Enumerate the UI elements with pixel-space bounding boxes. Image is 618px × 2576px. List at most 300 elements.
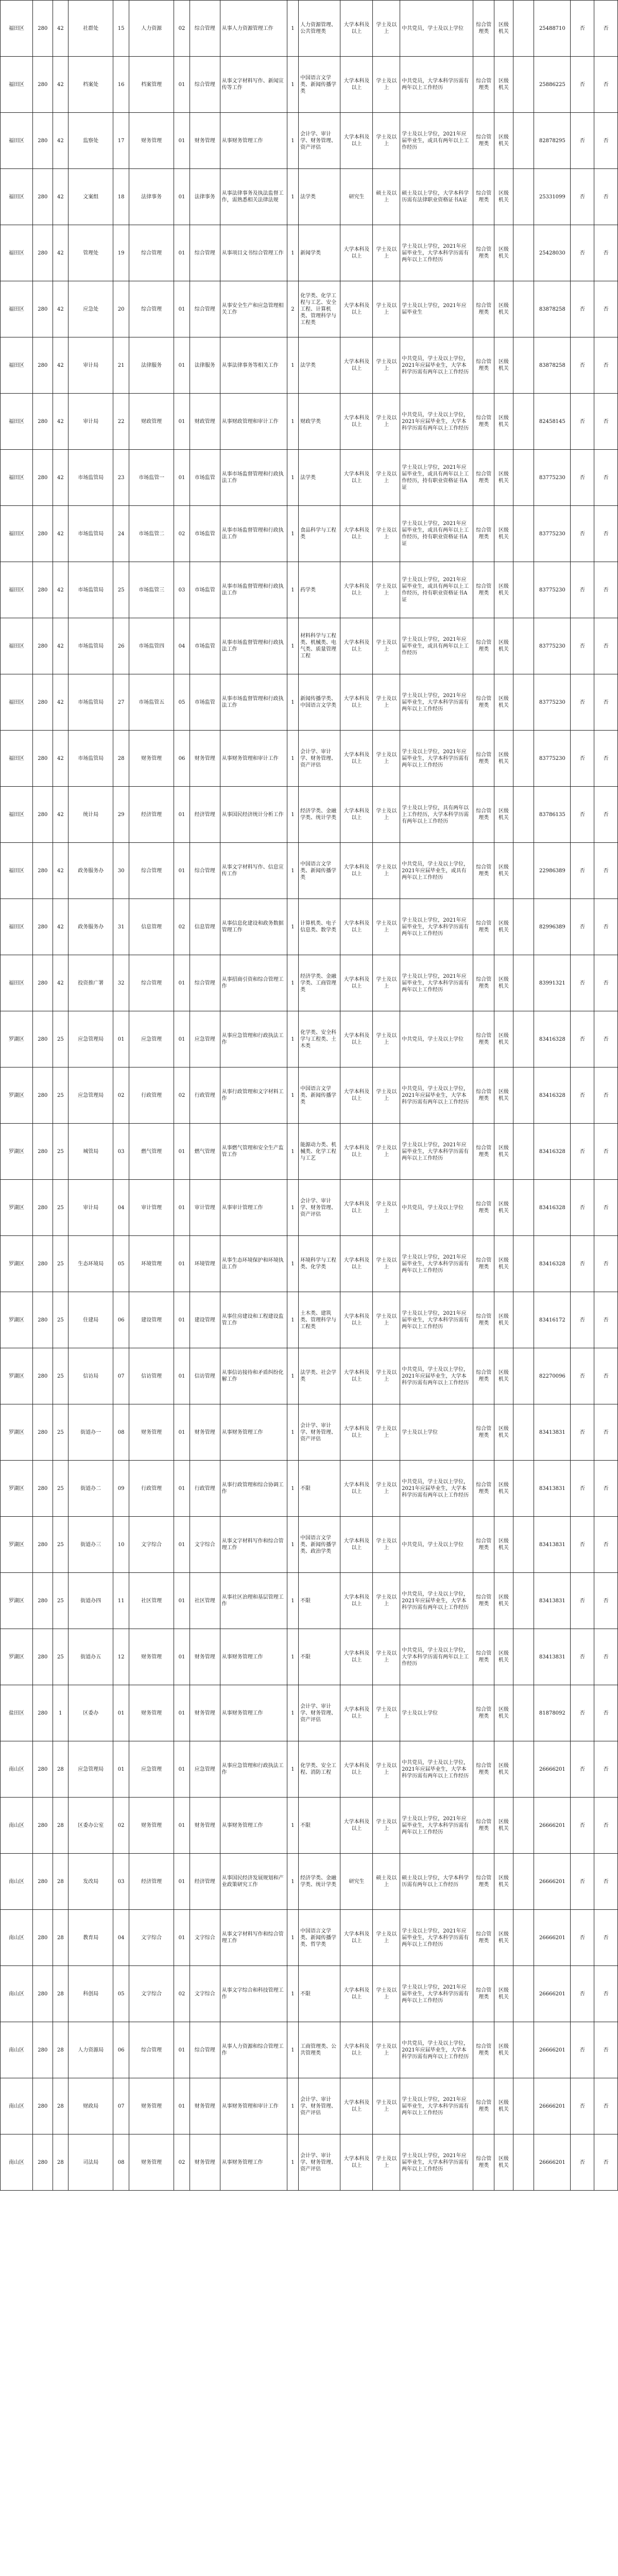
cell-n1: 否: [571, 1348, 594, 1404]
cell-code4: 02: [174, 1067, 190, 1124]
cell-unit_name: 财务管理: [129, 1629, 174, 1685]
cell-other: 中共党员，学士及以上学位，2021年应届毕业生，大学本科学历需有两年以上工作经历: [400, 2022, 473, 2078]
cell-count: 1: [287, 1854, 298, 1910]
cell-unit: 城管局: [68, 1124, 113, 1180]
cell-phone: 83775230: [534, 562, 571, 618]
cell-other: 学士及以上学位，2021年应届毕业生: [400, 281, 473, 337]
cell-duty: 从事行政管理和文字材料工作: [220, 1067, 287, 1124]
cell-major: 财政学类: [299, 394, 340, 450]
cell-major: 不限: [299, 1798, 340, 1854]
cell-unit: 审计局: [68, 394, 113, 450]
cell-code3: 01: [113, 1741, 129, 1798]
cell-code1: 280: [32, 1011, 53, 1067]
cell-major: 中国语言文学类、新闻传播学类、哲学类: [299, 1910, 340, 1966]
cell-code4: 02: [174, 1966, 190, 2022]
cell-phone: 25488710: [534, 1, 571, 57]
table-row: [1, 1404, 618, 1461]
cell-district: 福田区: [1, 1, 33, 57]
cell-position: 社区管理: [190, 1573, 220, 1629]
cell-count: 1: [287, 1798, 298, 1854]
cell-unit_name: 市场监管五: [129, 674, 174, 731]
cell-code1: 280: [32, 1741, 53, 1798]
cell-unit_name: 行政管理: [129, 1067, 174, 1124]
cell-code3: 23: [113, 450, 129, 506]
cell-degree: 硕士及以上: [373, 169, 400, 225]
cell-major: 会计学、审计学、财务管理、资产评估: [299, 1404, 340, 1461]
table-row: [1, 506, 618, 562]
cell-district: 福田区: [1, 113, 33, 169]
cell-code2: 1: [53, 1685, 68, 1741]
cell-category: 综合管理类: [473, 674, 494, 731]
cell-code1: 280: [32, 1966, 53, 2022]
cell-count: 1: [287, 1180, 298, 1236]
cell-n2: 否: [594, 225, 618, 281]
cell-unit_name: 法律服务: [129, 337, 174, 394]
cell-major: 会计学、审计学、财务管理、资产评估: [299, 113, 340, 169]
cell-count: 1: [287, 1348, 298, 1404]
cell-count: 1: [287, 2134, 298, 2191]
cell-district: 罗湖区: [1, 1180, 33, 1236]
cell-remark: [513, 225, 534, 281]
cell-code3: 11: [113, 1573, 129, 1629]
table-row: [1, 1517, 618, 1573]
cell-district: 罗湖区: [1, 1517, 33, 1573]
cell-contact: 区级机关: [494, 674, 513, 731]
cell-code4: 02: [174, 2134, 190, 2191]
cell-district: 福田区: [1, 337, 33, 394]
cell-n1: 否: [571, 1629, 594, 1685]
cell-n1: 否: [571, 2022, 594, 2078]
cell-phone: 83413831: [534, 1573, 571, 1629]
cell-education: 大学本科及以上: [340, 1966, 373, 2022]
cell-count: 1: [287, 337, 298, 394]
cell-district: 罗湖区: [1, 1236, 33, 1292]
cell-phone: 83775230: [534, 506, 571, 562]
cell-unit: 投资推广署: [68, 955, 113, 1011]
cell-count: 1: [287, 1404, 298, 1461]
cell-code1: 280: [32, 450, 53, 506]
cell-code3: 25: [113, 562, 129, 618]
cell-code4: 01: [174, 2022, 190, 2078]
cell-district: 南山区: [1, 2078, 33, 2134]
cell-other: 学士及以上学位: [400, 1404, 473, 1461]
cell-duty: 从事社区治理和基层管理工作: [220, 1573, 287, 1629]
cell-duty: 从事财务管理和审计工作: [220, 731, 287, 787]
cell-contact: 区级机关: [494, 1461, 513, 1517]
cell-category: 综合管理类: [473, 57, 494, 113]
cell-remark: [513, 57, 534, 113]
table-row: [1, 1910, 618, 1966]
cell-code2: 25: [53, 1124, 68, 1180]
cell-code2: 42: [53, 169, 68, 225]
cell-code4: 01: [174, 450, 190, 506]
cell-contact: 区级机关: [494, 787, 513, 843]
cell-major: 土木类、建筑类、管理科学与工程类: [299, 1292, 340, 1348]
cell-remark: [513, 1067, 534, 1124]
cell-code4: 06: [174, 731, 190, 787]
cell-duty: 从事应急管理和行政执法工作: [220, 1011, 287, 1067]
cell-code1: 280: [32, 1798, 53, 1854]
cell-duty: 从事财务管理工作: [220, 1404, 287, 1461]
cell-remark: [513, 1011, 534, 1067]
cell-code2: 42: [53, 394, 68, 450]
cell-position: 市场监管: [190, 450, 220, 506]
cell-education: 大学本科及以上: [340, 1, 373, 57]
cell-category: 综合管理类: [473, 1067, 494, 1124]
cell-other: 学士及以上学位，2021年应届毕业生，大学本科学历需有两年以上工作经历: [400, 2134, 473, 2191]
cell-code4: 01: [174, 1573, 190, 1629]
table-row: [1, 955, 618, 1011]
cell-district: 福田区: [1, 169, 33, 225]
cell-major: 会计学、审计学、财务管理、资产评估: [299, 2078, 340, 2134]
cell-contact: 区级机关: [494, 1348, 513, 1404]
cell-code1: 280: [32, 169, 53, 225]
cell-remark: [513, 1236, 534, 1292]
cell-duty: 从事应急管理和行政执法工作: [220, 1741, 287, 1798]
cell-unit: 街道办四: [68, 1573, 113, 1629]
cell-code3: 05: [113, 1966, 129, 2022]
cell-code4: 01: [174, 225, 190, 281]
cell-unit_name: 市场监管二: [129, 506, 174, 562]
cell-phone: 83775230: [534, 674, 571, 731]
cell-n1: 否: [571, 1741, 594, 1798]
cell-phone: 83786135: [534, 787, 571, 843]
cell-n2: 否: [594, 1461, 618, 1517]
cell-count: 1: [287, 1629, 298, 1685]
cell-unit_name: 社区管理: [129, 1573, 174, 1629]
cell-contact: 区级机关: [494, 1685, 513, 1741]
cell-n2: 否: [594, 787, 618, 843]
cell-other: 学士及以上学位，具有两年以上工作经历，大学本科学历需有两年以上工作经历: [400, 787, 473, 843]
cell-code2: 25: [53, 1404, 68, 1461]
cell-duty: 从事市场监督管理和行政执法工作: [220, 506, 287, 562]
cell-category: 综合管理类: [473, 225, 494, 281]
cell-remark: [513, 281, 534, 337]
cell-unit_name: 市场监管四: [129, 618, 174, 674]
cell-code1: 280: [32, 1910, 53, 1966]
cell-phone: 26666201: [534, 2078, 571, 2134]
cell-contact: 区级机关: [494, 506, 513, 562]
cell-n2: 否: [594, 1067, 618, 1124]
cell-count: 1: [287, 1966, 298, 2022]
cell-unit_name: 财务管理: [129, 2134, 174, 2191]
cell-contact: 区级机关: [494, 1404, 513, 1461]
cell-degree: 学士及以上: [373, 618, 400, 674]
cell-other: 学士及以上学位，2021年应届毕业生，大学本科学历需有两年以上工作经历: [400, 1966, 473, 2022]
cell-remark: [513, 1, 534, 57]
cell-major: 不限: [299, 1629, 340, 1685]
cell-degree: 学士及以上: [373, 394, 400, 450]
table-row: [1, 1011, 618, 1067]
cell-remark: [513, 1910, 534, 1966]
cell-code3: 30: [113, 843, 129, 899]
cell-code3: 24: [113, 506, 129, 562]
cell-remark: [513, 1461, 534, 1517]
table-row: [1, 1741, 618, 1798]
cell-major: 化学类、安全科学与工程类、土木类: [299, 1011, 340, 1067]
cell-code4: 01: [174, 1292, 190, 1348]
cell-degree: 学士及以上: [373, 1348, 400, 1404]
cell-other: 中共党员，学士及以上学位，大学本科学历需有两年以上工作经历: [400, 1629, 473, 1685]
table-row: [1, 2078, 618, 2134]
cell-code3: 06: [113, 2022, 129, 2078]
cell-position: 财务管理: [190, 1685, 220, 1741]
cell-contact: 区级机关: [494, 113, 513, 169]
cell-code2: 25: [53, 1517, 68, 1573]
cell-category: 综合管理类: [473, 113, 494, 169]
cell-count: 1: [287, 225, 298, 281]
cell-position: 市场监管: [190, 674, 220, 731]
cell-degree: 学士及以上: [373, 1011, 400, 1067]
cell-duty: 从事财务管理工作: [220, 2134, 287, 2191]
cell-code1: 280: [32, 281, 53, 337]
cell-contact: 区级机关: [494, 450, 513, 506]
table-row: [1, 57, 618, 113]
cell-n1: 否: [571, 1910, 594, 1966]
cell-code1: 280: [32, 2134, 53, 2191]
cell-other: 学士及以上学位，2021年应届毕业生，大学本科学历需有两年以上工作经历: [400, 1236, 473, 1292]
cell-position: 财务管理: [190, 1629, 220, 1685]
cell-remark: [513, 506, 534, 562]
cell-n2: 否: [594, 2022, 618, 2078]
cell-position: 经济管理: [190, 1854, 220, 1910]
cell-code2: 42: [53, 281, 68, 337]
cell-position: 文字综合: [190, 1910, 220, 1966]
cell-code4: 01: [174, 2078, 190, 2134]
cell-unit_name: 财务管理: [129, 1404, 174, 1461]
cell-category: 综合管理类: [473, 1629, 494, 1685]
cell-major: 药学类: [299, 562, 340, 618]
cell-code4: 02: [174, 899, 190, 955]
cell-remark: [513, 674, 534, 731]
cell-duty: 从事行政管理和综合协调工作: [220, 1461, 287, 1517]
cell-district: 福田区: [1, 955, 33, 1011]
cell-n2: 否: [594, 113, 618, 169]
cell-education: 大学本科及以上: [340, 506, 373, 562]
cell-position: 文字综合: [190, 1966, 220, 2022]
cell-position: 文字综合: [190, 1517, 220, 1573]
cell-code4: 01: [174, 1741, 190, 1798]
cell-code1: 280: [32, 1404, 53, 1461]
cell-education: 大学本科及以上: [340, 1910, 373, 1966]
cell-duty: 从事国民经济统计分析工作: [220, 787, 287, 843]
cell-contact: 区级机关: [494, 1292, 513, 1348]
cell-unit_name: 综合管理: [129, 2022, 174, 2078]
cell-degree: 学士及以上: [373, 450, 400, 506]
cell-code3: 07: [113, 2078, 129, 2134]
cell-unit: 应急管理局: [68, 1011, 113, 1067]
cell-district: 罗湖区: [1, 1292, 33, 1348]
cell-other: 学士及以上学位: [400, 1685, 473, 1741]
cell-district: 罗湖区: [1, 1629, 33, 1685]
cell-code3: 12: [113, 1629, 129, 1685]
cell-unit: 社群处: [68, 1, 113, 57]
cell-count: 1: [287, 1067, 298, 1124]
cell-code3: 19: [113, 225, 129, 281]
cell-n2: 否: [594, 2078, 618, 2134]
cell-degree: 学士及以上: [373, 1292, 400, 1348]
cell-code3: 21: [113, 337, 129, 394]
table-row: [1, 1573, 618, 1629]
cell-remark: [513, 1292, 534, 1348]
cell-other: 学士及以上学位，2021年应届毕业生，大学本科学历需有两年以上工作经历: [400, 225, 473, 281]
cell-position: 经济管理: [190, 787, 220, 843]
cell-count: 1: [287, 169, 298, 225]
cell-degree: 学士及以上: [373, 1798, 400, 1854]
cell-duty: 从事招商引资和综合管理工作: [220, 955, 287, 1011]
cell-major: 环境科学与工程类、化学类: [299, 1236, 340, 1292]
cell-degree: 学士及以上: [373, 674, 400, 731]
cell-major: 经济学类、金融学类、统计学类: [299, 787, 340, 843]
cell-code4: 01: [174, 113, 190, 169]
table-row: [1, 2022, 618, 2078]
cell-n1: 否: [571, 1292, 594, 1348]
cell-other: 中共党员，学士及以上学位，2021年应届毕业生，大学本科学历需有两年以上工作经历: [400, 1741, 473, 1798]
cell-phone: 83416328: [534, 1124, 571, 1180]
table-row: [1, 1236, 618, 1292]
cell-code1: 280: [32, 1573, 53, 1629]
cell-education: 大学本科及以上: [340, 1629, 373, 1685]
table-row: [1, 337, 618, 394]
cell-code2: 42: [53, 674, 68, 731]
cell-education: 大学本科及以上: [340, 1067, 373, 1124]
cell-degree: 学士及以上: [373, 1966, 400, 2022]
cell-other: 中共党员，学士及以上学位，2021年应届毕业生，或具有两年以上工作经历: [400, 843, 473, 899]
cell-major: 新闻传播学类、中国语言文学类: [299, 674, 340, 731]
cell-count: 1: [287, 1011, 298, 1067]
cell-contact: 区级机关: [494, 955, 513, 1011]
cell-position: 审计管理: [190, 1180, 220, 1236]
cell-n2: 否: [594, 843, 618, 899]
table-row: [1, 394, 618, 450]
cell-duty: 从事生态环境保护和环境执法工作: [220, 1236, 287, 1292]
cell-code2: 28: [53, 2134, 68, 2191]
cell-phone: 22986389: [534, 843, 571, 899]
table-row: [1, 787, 618, 843]
cell-major: 不限: [299, 1573, 340, 1629]
cell-remark: [513, 1348, 534, 1404]
cell-code1: 280: [32, 674, 53, 731]
cell-major: 经济学类、金融学类、统计学类: [299, 1854, 340, 1910]
cell-contact: 区级机关: [494, 1854, 513, 1910]
cell-code3: 07: [113, 1348, 129, 1404]
cell-other: 学士及以上学位，2021年应届毕业生，大学本科学历需有两年以上工作经历: [400, 1798, 473, 1854]
cell-phone: 83991321: [534, 955, 571, 1011]
cell-contact: 区级机关: [494, 57, 513, 113]
cell-category: 综合管理类: [473, 1741, 494, 1798]
cell-n2: 否: [594, 169, 618, 225]
cell-education: 大学本科及以上: [340, 1011, 373, 1067]
cell-n2: 否: [594, 1854, 618, 1910]
cell-contact: 区级机关: [494, 1124, 513, 1180]
cell-other: 学士及以上学位，2021年应届毕业生，大学本科学历需有两年以上工作经历: [400, 1910, 473, 1966]
cell-n2: 否: [594, 899, 618, 955]
cell-code3: 06: [113, 1292, 129, 1348]
table-row: [1, 1685, 618, 1741]
cell-unit: 审计局: [68, 337, 113, 394]
cell-unit: 审计局: [68, 1180, 113, 1236]
cell-degree: 学士及以上: [373, 2134, 400, 2191]
cell-unit_name: 财务管理: [129, 1798, 174, 1854]
cell-phone: 26666201: [534, 1854, 571, 1910]
cell-unit: 街道办一: [68, 1404, 113, 1461]
cell-contact: 区级机关: [494, 281, 513, 337]
cell-duty: 从事市场监督管理和行政执法工作: [220, 450, 287, 506]
cell-remark: [513, 787, 534, 843]
cell-unit_name: 信访管理: [129, 1348, 174, 1404]
cell-code1: 280: [32, 1292, 53, 1348]
cell-education: 研究生: [340, 169, 373, 225]
cell-code2: 42: [53, 787, 68, 843]
cell-category: 综合管理类: [473, 843, 494, 899]
cell-code1: 280: [32, 1461, 53, 1517]
cell-education: 大学本科及以上: [340, 2134, 373, 2191]
cell-phone: 83413831: [534, 1517, 571, 1573]
cell-other: 中共党员，学士及以上学位: [400, 1011, 473, 1067]
cell-major: 能源动力类、机械类、化学工程与工艺: [299, 1124, 340, 1180]
cell-major: 新闻学类: [299, 225, 340, 281]
cell-code1: 280: [32, 1124, 53, 1180]
cell-major: 法学类: [299, 450, 340, 506]
cell-position: 财政管理: [190, 394, 220, 450]
table-row: [1, 1, 618, 57]
cell-unit: 应急处: [68, 281, 113, 337]
cell-unit_name: 应急管理: [129, 1011, 174, 1067]
cell-other: 中共党员，学士及以上学位，2021年应届毕业生，大学本科学历需有两年以上工作经历: [400, 337, 473, 394]
cell-duty: 从事项目文书综合管理工作: [220, 225, 287, 281]
cell-other: 中共党员，学士及以上学位: [400, 1517, 473, 1573]
cell-degree: 学士及以上: [373, 1573, 400, 1629]
cell-education: 大学本科及以上: [340, 57, 373, 113]
cell-count: 1: [287, 1573, 298, 1629]
cell-phone: 25886225: [534, 57, 571, 113]
cell-n2: 否: [594, 1685, 618, 1741]
cell-code1: 280: [32, 1629, 53, 1685]
cell-duty: 从事文字材料写作和综合管理工作: [220, 1517, 287, 1573]
table-row: [1, 1629, 618, 1685]
cell-degree: 学士及以上: [373, 1124, 400, 1180]
cell-code1: 280: [32, 2078, 53, 2134]
cell-position: 行政管理: [190, 1067, 220, 1124]
cell-degree: 学士及以上: [373, 225, 400, 281]
cell-code4: 01: [174, 169, 190, 225]
cell-code2: 42: [53, 337, 68, 394]
cell-code1: 280: [32, 506, 53, 562]
cell-degree: 学士及以上: [373, 1741, 400, 1798]
cell-remark: [513, 1685, 534, 1741]
cell-n1: 否: [571, 1966, 594, 2022]
cell-district: 盐田区: [1, 1685, 33, 1741]
cell-category: 综合管理类: [473, 1461, 494, 1517]
cell-education: 大学本科及以上: [340, 731, 373, 787]
cell-count: 1: [287, 506, 298, 562]
cell-code4: 01: [174, 1404, 190, 1461]
cell-code3: 18: [113, 169, 129, 225]
cell-category: 综合管理类: [473, 731, 494, 787]
cell-position: 法律服务: [190, 337, 220, 394]
cell-code4: 01: [174, 337, 190, 394]
cell-remark: [513, 1404, 534, 1461]
cell-code4: 01: [174, 1011, 190, 1067]
cell-remark: [513, 113, 534, 169]
cell-degree: 学士及以上: [373, 1517, 400, 1573]
cell-remark: [513, 1966, 534, 2022]
cell-unit: 生态环境局: [68, 1236, 113, 1292]
cell-code1: 280: [32, 562, 53, 618]
cell-unit_name: 综合管理: [129, 281, 174, 337]
cell-n2: 否: [594, 57, 618, 113]
cell-n1: 否: [571, 225, 594, 281]
